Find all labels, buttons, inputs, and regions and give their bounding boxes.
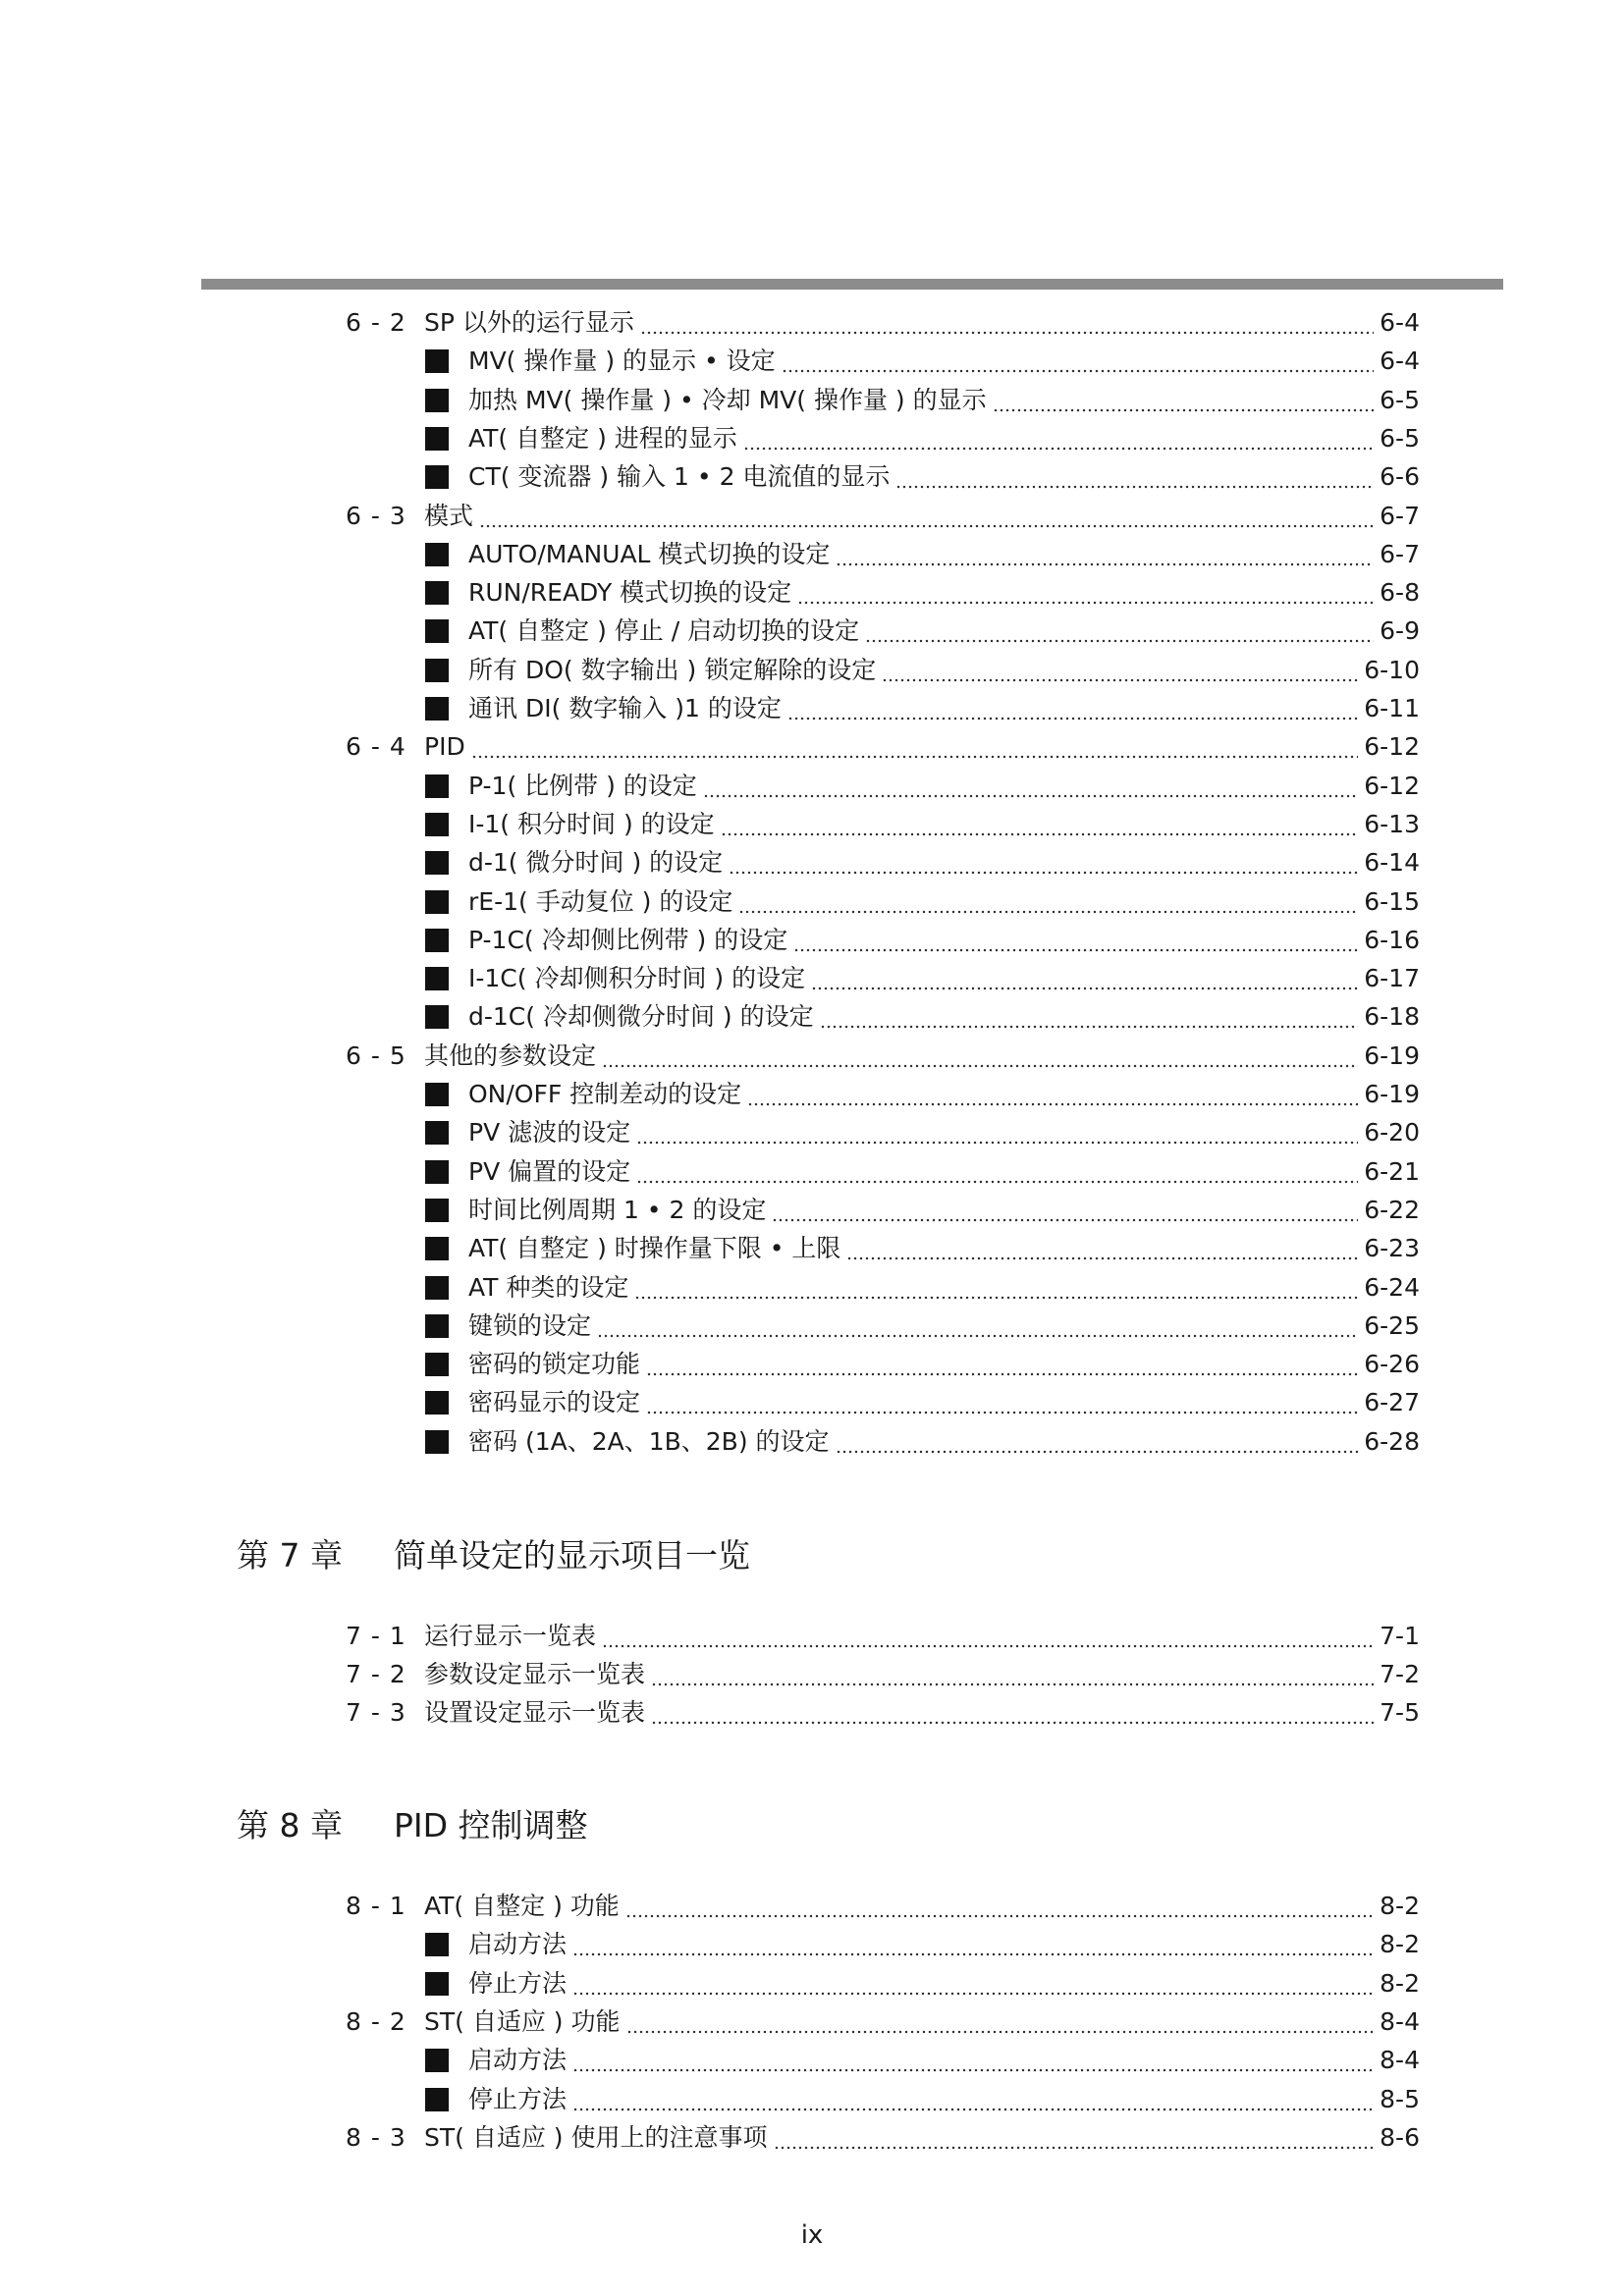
toc-section-number: 8 - 3 bbox=[346, 2122, 406, 2152]
square-bullet-icon bbox=[425, 1314, 449, 1338]
toc-entry-title: CT( 变流器 ) 输入 1 • 2 电流值的显示 bbox=[468, 462, 891, 492]
toc-page-number: 6-5 bbox=[1380, 385, 1420, 414]
toc-section-number: 7 - 2 bbox=[346, 1660, 406, 1688]
square-bullet-icon bbox=[425, 1005, 449, 1029]
dot-leader bbox=[640, 308, 1374, 338]
toc-page-number: 8-6 bbox=[1380, 2122, 1420, 2152]
dot-leader bbox=[703, 772, 1358, 801]
toc-entry-title: P-1( 比例带 ) 的设定 bbox=[468, 771, 697, 800]
toc-page-number: 7-5 bbox=[1380, 1698, 1420, 1727]
toc-entry-title: AUTO/MANUAL 模式切换的设定 bbox=[468, 539, 831, 568]
dot-leader bbox=[602, 1041, 1358, 1071]
square-bullet-icon bbox=[425, 389, 449, 412]
toc-item-entry[interactable] bbox=[425, 1109, 1420, 1148]
toc-item-entry[interactable] bbox=[425, 647, 1420, 685]
toc-entry-title: 时间比例周期 1 • 2 的设定 bbox=[468, 1195, 767, 1224]
toc-entry-title: RUN/READY 模式切换的设定 bbox=[468, 578, 792, 608]
toc-item-entry[interactable] bbox=[425, 454, 1420, 492]
toc-item-entry[interactable] bbox=[425, 1264, 1420, 1303]
toc-section-number: 8 - 2 bbox=[346, 2006, 406, 2036]
toc-page-number: 6-23 bbox=[1364, 1234, 1420, 1263]
dot-leader bbox=[625, 1892, 1374, 1921]
dot-leader bbox=[747, 1080, 1358, 1109]
toc-section-entry[interactable] bbox=[344, 1033, 1420, 1071]
toc-entry-title: 停止方法 bbox=[468, 2084, 568, 2113]
toc-entry-title: AT( 自整定 ) 进程的显示 bbox=[468, 423, 737, 453]
square-bullet-icon bbox=[425, 1276, 449, 1300]
square-bullet-icon bbox=[425, 1160, 449, 1184]
toc-entry-title: 启动方法 bbox=[468, 2046, 568, 2075]
dot-leader bbox=[738, 887, 1358, 917]
toc-page-number: 6-5 bbox=[1380, 423, 1420, 453]
dot-leader bbox=[471, 732, 1359, 762]
chapter-7-title: 简单设定的显示项目一览 bbox=[394, 1536, 750, 1575]
square-bullet-icon bbox=[425, 967, 449, 990]
toc-page-number: 6-22 bbox=[1364, 1195, 1420, 1224]
toc-page-number: 6-19 bbox=[1364, 1080, 1420, 1108]
toc-entry-title: 键锁的设定 bbox=[468, 1310, 592, 1340]
toc-section-entry[interactable] bbox=[344, 1999, 1420, 2037]
toc-item-entry[interactable] bbox=[425, 917, 1420, 955]
toc-entry-title: PID bbox=[424, 732, 465, 762]
toc-page-number: 6-24 bbox=[1364, 1272, 1420, 1302]
square-bullet-icon bbox=[425, 1353, 449, 1376]
dot-leader bbox=[743, 424, 1374, 454]
toc-page-number: 7-1 bbox=[1380, 1622, 1420, 1650]
square-bullet-icon bbox=[425, 1972, 449, 1996]
toc-page-number: 6-13 bbox=[1364, 809, 1420, 838]
toc-entry-title: PV 滤波的设定 bbox=[468, 1118, 631, 1148]
toc-section-entry[interactable] bbox=[344, 1883, 1420, 1921]
toc-page-number: 6-26 bbox=[1364, 1350, 1420, 1379]
square-bullet-icon bbox=[425, 349, 449, 373]
dot-leader bbox=[772, 1196, 1358, 1225]
header-rule bbox=[201, 279, 1503, 290]
toc-page-number: 6-25 bbox=[1364, 1310, 1420, 1340]
toc-page-number: 6-27 bbox=[1364, 1388, 1420, 1417]
toc-entry-title: 参数设定显示一览表 bbox=[424, 1660, 646, 1688]
toc-page-number: 6-20 bbox=[1364, 1118, 1420, 1148]
square-bullet-icon bbox=[425, 619, 449, 643]
toc-entry-title: 模式 bbox=[424, 501, 474, 530]
toc-item-entry[interactable] bbox=[425, 377, 1420, 415]
toc-item-entry[interactable] bbox=[425, 1960, 1420, 1999]
toc-entry-title: 运行显示一览表 bbox=[424, 1622, 597, 1650]
square-bullet-icon bbox=[425, 2088, 449, 2111]
toc-item-entry[interactable] bbox=[425, 763, 1420, 801]
toc-item-entry[interactable] bbox=[425, 801, 1420, 839]
toc-item-entry[interactable] bbox=[425, 2037, 1420, 2075]
toc-item-entry[interactable] bbox=[425, 879, 1420, 917]
toc-entry-title: AT( 自整定 ) 停止 / 启动切换的设定 bbox=[468, 616, 860, 646]
toc-item-entry[interactable] bbox=[425, 1341, 1420, 1379]
dot-leader bbox=[636, 1118, 1358, 1148]
chapter-8-label: 第 8 章 bbox=[237, 1806, 343, 1844]
toc-entry-title: ST( 自适应 ) 使用上的注意事项 bbox=[424, 2122, 768, 2152]
toc-section-number: 6 - 3 bbox=[346, 501, 406, 530]
dot-leader bbox=[782, 347, 1374, 376]
toc-item-entry[interactable] bbox=[425, 338, 1420, 376]
toc-page-number: 6-17 bbox=[1364, 964, 1420, 993]
toc-entry-title: d-1( 微分时间 ) 的设定 bbox=[468, 848, 724, 878]
square-bullet-icon bbox=[425, 697, 449, 721]
toc-item-entry[interactable] bbox=[425, 993, 1420, 1032]
toc-item-entry[interactable] bbox=[425, 2076, 1420, 2114]
square-bullet-icon bbox=[425, 427, 449, 451]
dot-leader bbox=[846, 1234, 1358, 1263]
toc-item-entry[interactable] bbox=[425, 955, 1420, 993]
toc-page-number: 6-4 bbox=[1380, 308, 1420, 337]
toc-item-entry[interactable] bbox=[425, 1225, 1420, 1263]
square-bullet-icon bbox=[425, 581, 449, 605]
dot-leader bbox=[787, 694, 1358, 723]
toc-entry-title: AT 种类的设定 bbox=[468, 1272, 629, 1302]
toc-section-number: 6 - 2 bbox=[346, 308, 406, 337]
dot-leader bbox=[895, 462, 1374, 492]
toc-entry-title: d-1C( 冷却侧微分时间 ) 的设定 bbox=[468, 1002, 814, 1032]
dot-leader bbox=[882, 656, 1358, 685]
toc-page-number: 8-2 bbox=[1380, 1968, 1420, 1998]
dot-leader bbox=[820, 1002, 1359, 1032]
dot-leader bbox=[811, 964, 1358, 993]
toc-page-number: 6-14 bbox=[1364, 848, 1420, 878]
toc-entry-title: P-1C( 冷却侧比例带 ) 的设定 bbox=[468, 925, 788, 954]
dot-leader bbox=[646, 1388, 1358, 1417]
dot-leader bbox=[729, 848, 1358, 878]
dot-leader bbox=[572, 1930, 1374, 1959]
dot-leader bbox=[836, 540, 1374, 569]
toc-page-number: 6-21 bbox=[1364, 1156, 1420, 1186]
toc-page-number: 6-11 bbox=[1364, 694, 1420, 722]
toc-page-number: 6-12 bbox=[1364, 771, 1420, 800]
toc-entry-title: rE-1( 手动复位 ) 的设定 bbox=[468, 886, 733, 916]
dot-leader bbox=[721, 810, 1359, 839]
dot-leader bbox=[626, 2007, 1375, 2037]
page-number: ix bbox=[800, 2220, 824, 2250]
toc-entry-title: 密码显示的设定 bbox=[468, 1388, 641, 1417]
toc-page-number: 8-5 bbox=[1380, 2084, 1420, 2113]
square-bullet-icon bbox=[425, 465, 449, 489]
dot-leader bbox=[646, 1350, 1358, 1379]
toc-entry-title: 停止方法 bbox=[468, 1968, 568, 1998]
dot-leader bbox=[865, 616, 1374, 646]
toc-page-number: 6-9 bbox=[1380, 616, 1420, 646]
square-bullet-icon bbox=[425, 1391, 449, 1415]
dot-leader bbox=[636, 1157, 1358, 1187]
toc-item-entry[interactable] bbox=[425, 415, 1420, 454]
toc-item-entry[interactable] bbox=[425, 1418, 1420, 1457]
chapter-7-heading bbox=[237, 1536, 750, 1575]
toc-entry-title: 其他的参数设定 bbox=[424, 1041, 597, 1070]
square-bullet-icon bbox=[425, 929, 449, 952]
toc-entry-title: 所有 DO( 数字输出 ) 锁定解除的设定 bbox=[468, 655, 877, 684]
square-bullet-icon bbox=[425, 1083, 449, 1106]
toc-entry-title: 密码 (1A、2A、1B、2B) 的设定 bbox=[468, 1426, 830, 1456]
toc-page-number: 8-4 bbox=[1380, 2046, 1420, 2075]
toc-page-number: 6-28 bbox=[1364, 1426, 1420, 1456]
toc-entry-title: 密码的锁定功能 bbox=[468, 1350, 641, 1379]
toc-item-entry[interactable] bbox=[425, 1071, 1420, 1109]
toc-section-number: 7 - 3 bbox=[346, 1698, 406, 1727]
square-bullet-icon bbox=[425, 659, 449, 682]
toc-section-number: 6 - 5 bbox=[346, 1041, 406, 1070]
toc-section-number: 8 - 1 bbox=[346, 1892, 406, 1920]
toc-entry-title: 启动方法 bbox=[468, 1930, 568, 1959]
dot-leader bbox=[797, 578, 1374, 608]
chapter-7-label: 第 7 章 bbox=[237, 1536, 343, 1575]
toc-section-entry[interactable] bbox=[344, 723, 1420, 762]
dot-leader bbox=[572, 1969, 1374, 1999]
toc-page-number: 6-7 bbox=[1380, 539, 1420, 568]
toc-page-number: 6-12 bbox=[1364, 732, 1420, 762]
square-bullet-icon bbox=[425, 1199, 449, 1222]
square-bullet-icon bbox=[425, 890, 449, 914]
toc-page-number: 8-4 bbox=[1380, 2006, 1420, 2036]
dot-leader bbox=[602, 1622, 1374, 1651]
dot-leader bbox=[793, 926, 1358, 955]
square-bullet-icon bbox=[425, 543, 449, 566]
toc-section-entry[interactable] bbox=[344, 493, 1420, 531]
toc-entry-title: I-1C( 冷却侧积分时间 ) 的设定 bbox=[468, 964, 806, 993]
toc-page-number: 8-2 bbox=[1380, 1930, 1420, 1959]
toc-section-entry[interactable] bbox=[344, 1689, 1420, 1728]
toc-entry-title: SP 以外的运行显示 bbox=[424, 308, 634, 337]
dot-leader bbox=[634, 1273, 1358, 1303]
square-bullet-icon bbox=[425, 813, 449, 836]
toc-entry-title: AT( 自整定 ) 功能 bbox=[424, 1892, 620, 1920]
chapter-8-title: PID 控制调整 bbox=[394, 1806, 588, 1844]
dot-leader bbox=[651, 1698, 1374, 1728]
square-bullet-icon bbox=[425, 774, 449, 798]
square-bullet-icon bbox=[425, 2049, 449, 2072]
toc-section-entry[interactable] bbox=[344, 1651, 1420, 1689]
toc-entry-title: 加热 MV( 操作量 ) • 冷却 MV( 操作量 ) 的显示 bbox=[468, 385, 987, 414]
toc-item-entry[interactable] bbox=[425, 1148, 1420, 1187]
toc-item-entry[interactable] bbox=[425, 1379, 1420, 1417]
dot-leader bbox=[479, 502, 1374, 531]
toc-page-number: 6-16 bbox=[1364, 925, 1420, 954]
toc-entry-title: 设置设定显示一览表 bbox=[424, 1698, 646, 1727]
square-bullet-icon bbox=[425, 1933, 449, 1956]
toc-entry-title: MV( 操作量 ) 的显示 • 设定 bbox=[468, 347, 776, 376]
toc-page-number: 6-4 bbox=[1380, 347, 1420, 376]
square-bullet-icon bbox=[425, 851, 449, 875]
toc-item-entry[interactable] bbox=[425, 839, 1420, 878]
dot-leader bbox=[572, 2085, 1374, 2114]
dot-leader bbox=[572, 2046, 1374, 2075]
toc-item-entry[interactable] bbox=[425, 1187, 1420, 1225]
toc-page-number: 6-6 bbox=[1380, 462, 1420, 492]
toc-page-number: 7-2 bbox=[1380, 1660, 1420, 1688]
toc-entry-title: ST( 自适应 ) 功能 bbox=[424, 2006, 621, 2036]
toc-entry-title: I-1( 积分时间 ) 的设定 bbox=[468, 809, 715, 838]
square-bullet-icon bbox=[425, 1237, 449, 1260]
toc-section-number: 6 - 4 bbox=[346, 732, 406, 762]
toc-entry-title: 通讯 DI( 数字输入 )1 的设定 bbox=[468, 694, 782, 722]
dot-leader bbox=[836, 1427, 1359, 1457]
toc-item-entry[interactable] bbox=[425, 1921, 1420, 1959]
toc-entry-title: AT( 自整定 ) 时操作量下限 • 上限 bbox=[468, 1234, 841, 1263]
toc-item-entry[interactable] bbox=[425, 608, 1420, 646]
dot-leader bbox=[993, 386, 1375, 415]
toc-page-number: 6-7 bbox=[1380, 501, 1420, 530]
toc-page-number: 6-19 bbox=[1364, 1041, 1420, 1070]
square-bullet-icon bbox=[425, 1121, 449, 1145]
toc-item-entry[interactable] bbox=[425, 1303, 1420, 1341]
square-bullet-icon bbox=[425, 1430, 449, 1454]
toc-entry-title: ON/OFF 控制差动的设定 bbox=[468, 1080, 742, 1108]
toc-page-number: 6-15 bbox=[1364, 886, 1420, 916]
toc-page-number: 6-10 bbox=[1364, 655, 1420, 684]
toc-entry-title: PV 偏置的设定 bbox=[468, 1156, 631, 1186]
toc-page-number: 6-18 bbox=[1364, 1002, 1420, 1032]
toc-page-number: 6-8 bbox=[1380, 578, 1420, 608]
dot-leader bbox=[597, 1311, 1358, 1341]
toc-section-number: 7 - 1 bbox=[346, 1622, 406, 1650]
dot-leader bbox=[651, 1660, 1374, 1689]
toc-section-entry[interactable] bbox=[344, 2114, 1420, 2153]
toc-item-entry[interactable] bbox=[425, 569, 1420, 608]
toc-item-entry[interactable] bbox=[425, 685, 1420, 723]
chapter-8-heading bbox=[237, 1806, 588, 1845]
toc-page-number: 8-2 bbox=[1380, 1892, 1420, 1920]
toc-section-entry[interactable] bbox=[344, 1613, 1420, 1651]
toc-section-entry[interactable] bbox=[344, 299, 1420, 338]
dot-leader bbox=[774, 2123, 1375, 2153]
toc-item-entry[interactable] bbox=[425, 531, 1420, 569]
